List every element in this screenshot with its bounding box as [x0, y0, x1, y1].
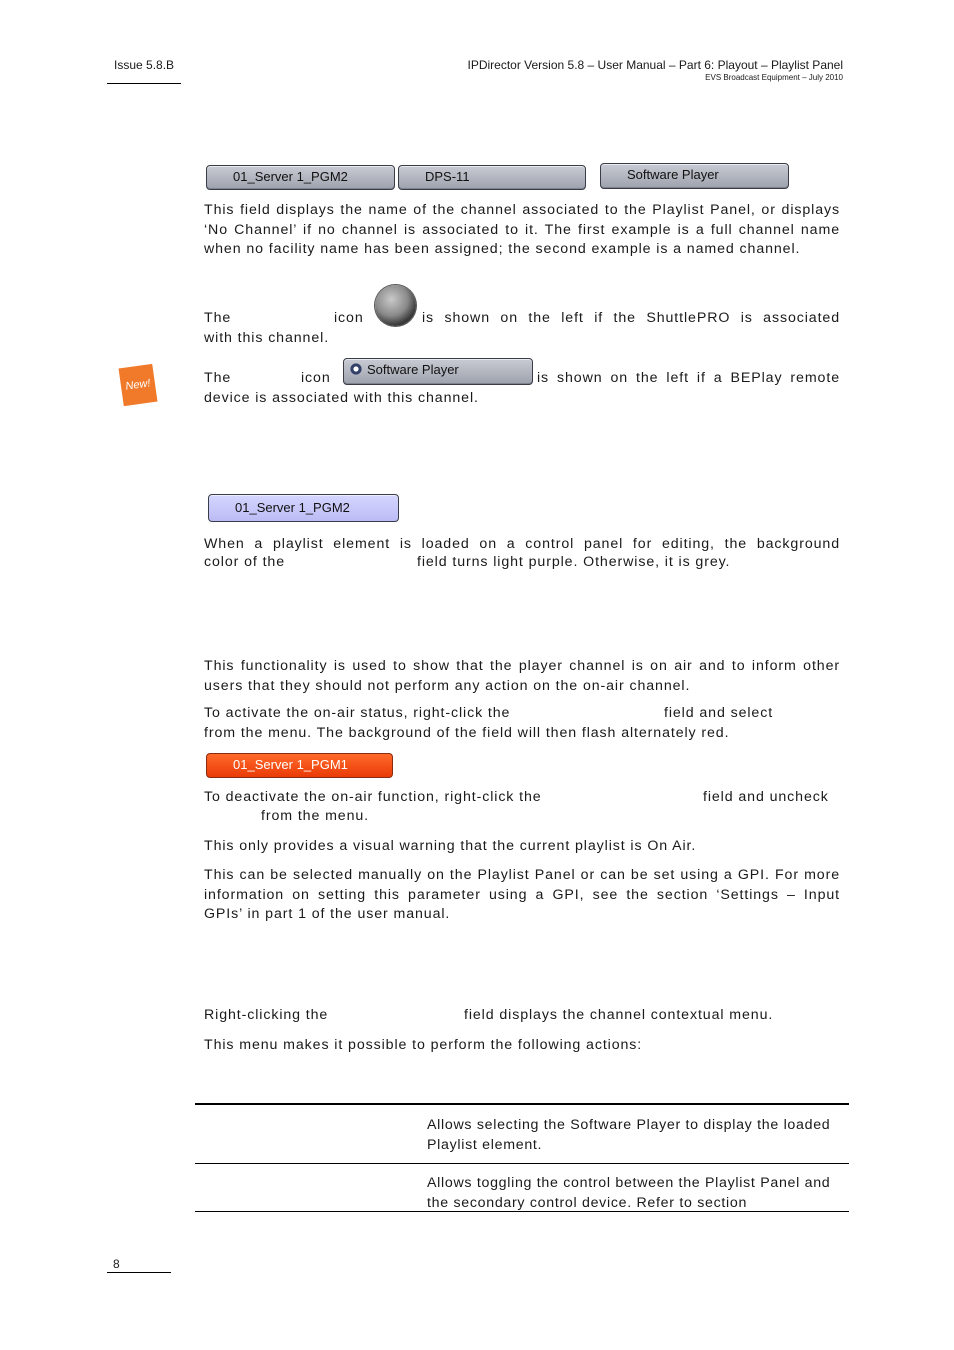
loaded-line1: When a playlist element is loaded on a control panel for editing, the background — [204, 536, 840, 552]
footer-rule — [107, 1272, 171, 1273]
document-title: IPDirector Version 5.8 – User Manual – Part 6: Playout – Playlist Panel — [467, 58, 843, 72]
channel-field-loaded-purple: 01_Server 1_PGM2 — [208, 494, 399, 522]
beplay-the: The — [204, 370, 232, 386]
channel-field-description: This field displays the name of the channel associated to the Playlist Panel, or displays ‘No Channel’ if no channel is associated to it. The first example is a full channel name when no facility name has been assigned; the second example is a named channel. — [204, 202, 840, 257]
table-row-divider — [195, 1163, 849, 1164]
activate-line1b: field and select — [664, 705, 774, 721]
software-player-icon-label: Software Player — [367, 362, 459, 377]
gear-icon — [350, 363, 362, 375]
channel-field-onair-red: 01_Server 1_PGM1 — [206, 753, 393, 778]
document-header — [467, 58, 843, 83]
beplay-icon-word: icon — [301, 370, 331, 386]
visual-warning: This only provides a visual warning that the current playlist is On Air. — [204, 838, 697, 854]
deactivate-line1a: To deactivate the on-air function, right-click the — [204, 789, 542, 805]
activate-line2: from the menu. The background of the field will then flash alternately red. — [204, 725, 730, 741]
channel-field-named: DPS-11 — [398, 165, 586, 190]
deactivate-line1b: field and uncheck — [703, 789, 829, 805]
activate-line1a: To activate the on-air status, right-click the — [204, 705, 511, 721]
onair-intro: This functionality is used to show that the player channel is on air and to inform other users that they should not perform any action on the on-air channel. — [204, 658, 840, 694]
ctx-line-b: field displays the channel contextual menu. — [464, 1007, 774, 1023]
ctx-line-a: Right-clicking the — [204, 1007, 329, 1023]
loaded-line2a: color of the — [204, 554, 285, 570]
beplay-rest-line1: is shown on the left if a BEPlay remote — [537, 370, 840, 386]
shuttle-icon-word: icon — [334, 310, 364, 326]
shuttle-rest-line2: with this channel. — [204, 330, 330, 346]
document-subtitle: EVS Broadcast Equipment – July 2010 — [705, 73, 843, 82]
channel-field-full-name: 01_Server 1_PGM2 — [206, 165, 395, 190]
deactivate-line2: from the menu. — [261, 808, 370, 824]
channel-field-software-player: Software Player — [600, 163, 789, 189]
shuttle-rest-line1: is shown on the left if the ShuttlePRO is associated — [422, 310, 840, 326]
shuttlepro-knob-icon — [375, 285, 416, 326]
gpi-paragraph: This can be selected manually on the Playlist Panel or can be set using a GPI. For more information on setting this parameter using a GPI, see the section ‘Settings – Input GPIs’ in part 1 of the user manual. — [204, 867, 840, 922]
software-player-icon — [343, 358, 533, 385]
issue-label: Issue 5.8.B — [114, 58, 175, 72]
new-badge-icon: New! — [119, 364, 158, 406]
table-row-2-description: Allows toggling the control between the Playlist Panel and the secondary control device. Refer to section — [427, 1175, 831, 1211]
loaded-line2b: field turns light purple. Otherwise, it is grey. — [417, 554, 731, 570]
table-top-rule — [195, 1103, 849, 1105]
table-bottom-rule — [195, 1211, 849, 1212]
shuttle-the: The — [204, 310, 232, 326]
beplay-rest-line2: device is associated with this channel. — [204, 390, 479, 406]
header-rule — [107, 83, 181, 84]
ctx-menu-intro: This menu makes it possible to perform the following actions: — [204, 1037, 643, 1053]
page-number: 8 — [113, 1257, 120, 1271]
table-row-1-description: Allows selecting the Software Player to display the loaded Playlist element. — [427, 1117, 831, 1153]
